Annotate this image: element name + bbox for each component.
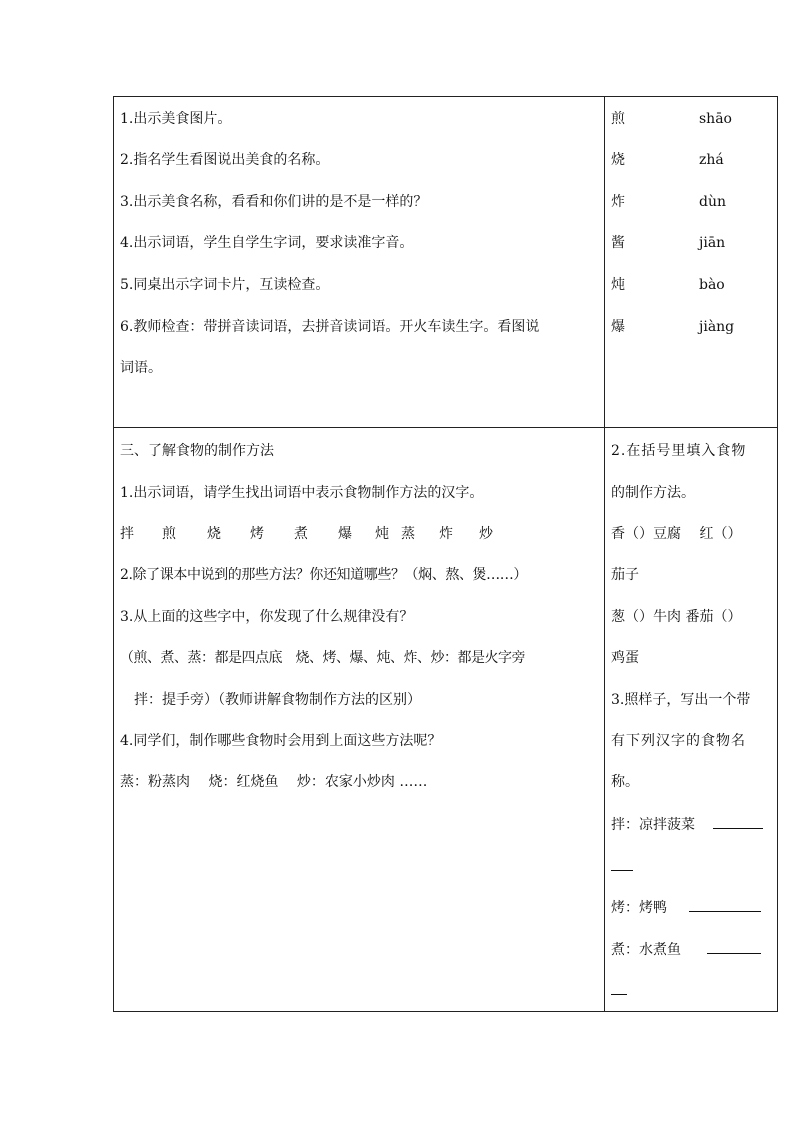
method-char: 烤 <box>250 526 264 542</box>
character: 炖 <box>611 277 625 293</box>
answer-blank[interactable] <box>707 939 761 954</box>
pinyin: shāo <box>699 111 732 127</box>
answer-example: 烤：烤鸭 <box>611 900 667 916</box>
answer-blank[interactable] <box>713 814 763 829</box>
step-line: 2.指名学生看图说出美食的名称。 <box>120 152 330 168</box>
exercise-line: 2.在括号里填入食物 <box>611 443 747 459</box>
exercise-line: 的制作方法。 <box>611 485 695 501</box>
rule-line: （煎、煮、蒸：都是四点底 烧、烤、爆、炖、炸、炒：都是火字旁 <box>120 650 525 666</box>
step-line: 3.从上面的这些字中，你发现了什么规律没有？ <box>120 609 414 625</box>
exercise-line: 3.照样子，写出一个带 <box>611 692 751 708</box>
character: 炸 <box>611 194 625 210</box>
character: 烧 <box>611 152 625 168</box>
examples-line: 蒸：粉蒸肉 烧：红烧鱼 炒：农家小炒肉 …… <box>120 774 428 790</box>
pinyin: jiàng <box>699 319 735 335</box>
step-line: 6.教师检查：带拼音读词语，去拼音读词语。开火车读生字。看图说 <box>120 319 540 335</box>
match-row <box>611 317 735 337</box>
method-char: 烧 <box>207 526 221 542</box>
method-char: 拌 <box>120 526 134 542</box>
method-char: 炖 <box>375 526 389 542</box>
fill-line: 葱（）牛肉 番茄（） <box>611 609 742 625</box>
step-line: 2.除了课本中说到的那些方法？你还知道哪些？（焖、熬、煲……） <box>120 567 527 583</box>
method-char: 爆 <box>338 526 352 542</box>
exercise-line: 称。 <box>611 774 639 790</box>
match-row <box>611 150 724 170</box>
answer-line <box>611 939 761 960</box>
pinyin: jiān <box>699 235 726 251</box>
answer-example: 煮：水煮鱼 <box>611 942 681 958</box>
method-chars-row <box>120 524 499 544</box>
step-line: 3.出示美食名称，看看和你们讲的是不是一样的？ <box>120 194 428 210</box>
pinyin: zhá <box>699 152 724 168</box>
method-char: 煮 <box>294 526 308 542</box>
method-char: 炸 <box>439 526 453 542</box>
answer-example: 拌：凉拌菠菜 <box>611 817 695 833</box>
answer-blank[interactable] <box>611 856 633 871</box>
answer-line <box>611 897 761 918</box>
method-char: 炒 <box>479 526 493 542</box>
method-char: 煎 <box>162 526 176 542</box>
column-divider <box>604 97 605 1011</box>
pinyin: bào <box>699 277 725 293</box>
pinyin: dùn <box>699 194 726 210</box>
match-row <box>611 192 726 212</box>
step-line: 1.出示美食图片。 <box>120 111 232 127</box>
answer-line <box>611 814 763 835</box>
answer-blank[interactable] <box>689 897 761 912</box>
character: 煎 <box>611 111 625 127</box>
rule-line: 拌：提手旁）（教师讲解食物制作方法的区别） <box>120 692 421 708</box>
method-char: 蒸 <box>401 526 415 542</box>
section-heading: 三、了解食物的制作方法 <box>120 443 274 459</box>
step-line: 4.同学们，制作哪些食物时会用到上面这些方法呢？ <box>120 733 442 749</box>
match-row <box>611 233 726 253</box>
character: 酱 <box>611 235 625 251</box>
character: 爆 <box>611 319 625 335</box>
answer-line <box>611 856 633 877</box>
match-row <box>611 275 725 295</box>
lesson-table <box>113 96 778 1012</box>
step-line: 5.同桌出示字词卡片，互读检查。 <box>120 277 330 293</box>
step-line: 词语。 <box>120 360 162 376</box>
step-line: 4.出示词语，学生自学生字词，要求读准字音。 <box>120 235 414 251</box>
fill-line: 茄子 <box>611 567 639 583</box>
answer-blank[interactable] <box>611 980 627 995</box>
row-divider <box>114 427 777 428</box>
exercise-line: 有下列汉字的食物名 <box>611 733 746 749</box>
answer-line <box>611 980 627 1001</box>
step-line: 1.出示词语，请学生找出词语中表示食物制作方法的汉字。 <box>120 485 484 501</box>
fill-line: 鸡蛋 <box>611 650 639 666</box>
match-row <box>611 109 732 129</box>
fill-line: 香（）豆腐 红（） <box>611 526 742 542</box>
